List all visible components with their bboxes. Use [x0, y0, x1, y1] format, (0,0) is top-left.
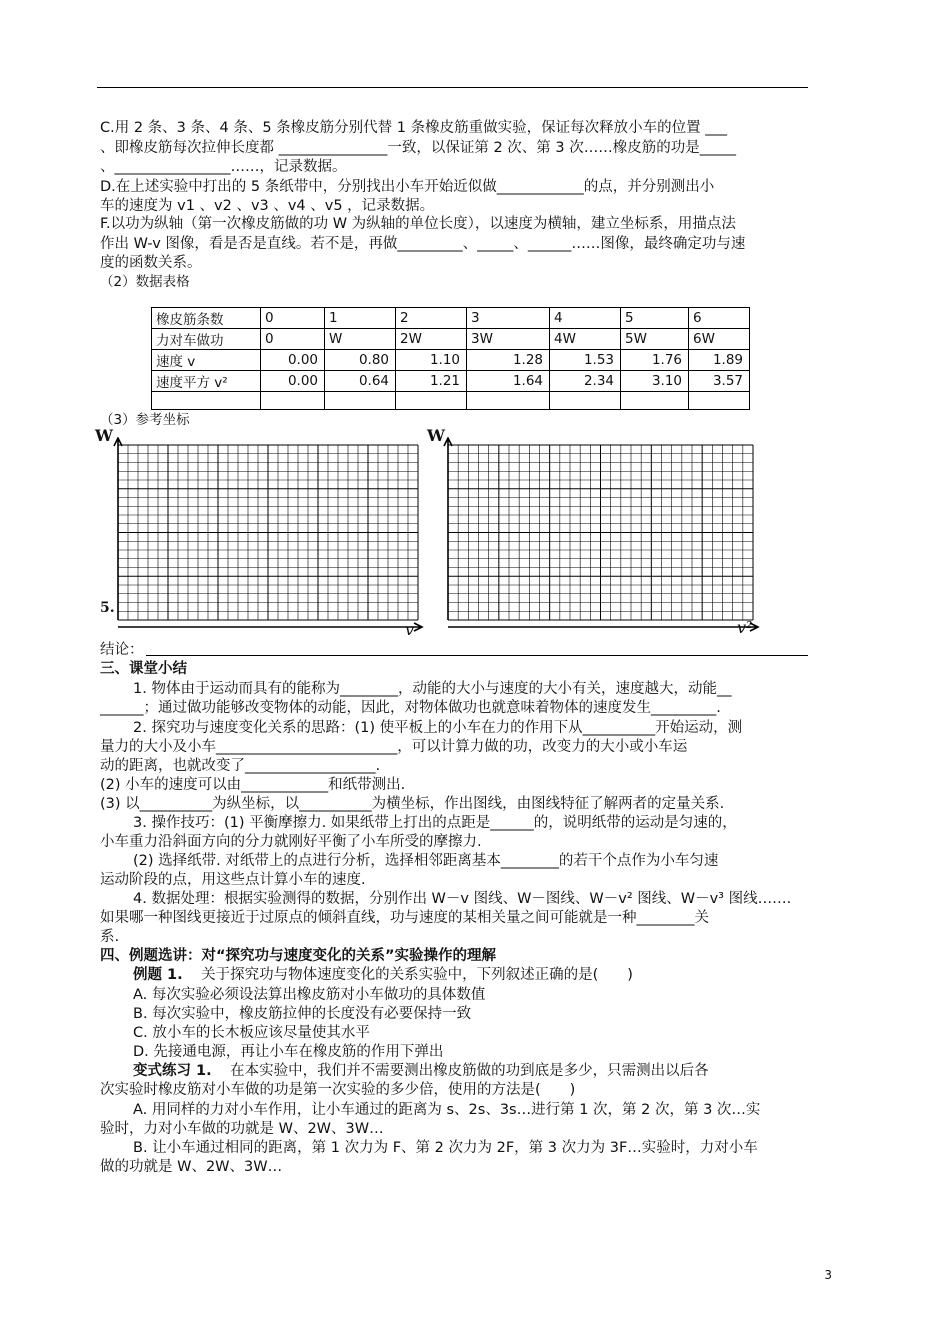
table-cell: 力对车做功: [152, 329, 261, 350]
variant1-option-b-line1: B. 让小车通过相同的距离，第 1 次力为 F、第 2 次力为 2F，第 3 次力为 3F…实验时，力对小车: [133, 1140, 758, 1156]
variant1-option-a-line1: A. 用同样的力对小车作用，让小车通过的距离为 s、2s、3s…进行第 1 次，第 2 次，第 3 次…实: [133, 1102, 761, 1118]
table-cell: 速度 v: [152, 350, 261, 371]
table-heading: （2）数据表格: [100, 274, 190, 290]
step-f-line1: F.以功为纵轴（第一次橡皮筋做的功 W 为纵轴的单位长度），以速度为横轴，建立坐标系，用描点法: [100, 216, 736, 232]
variant1-question-line1: [133, 1061, 843, 1081]
left-graph-x-label: v: [405, 620, 415, 639]
variant1-option-a-line2: 验时，力对小车做的功就是 W、2W、3W…: [100, 1121, 384, 1137]
table-cell: 4W: [550, 329, 621, 350]
table-cell: 3: [467, 308, 550, 329]
variant1-text1: 在本实验中，我们并不需要测出橡皮筋做的功到底是多少，只需测出以后各: [230, 1063, 709, 1079]
table-cell: 3.57: [689, 371, 750, 392]
table-cell: 1: [325, 308, 396, 329]
left-graph-grid: [110, 437, 430, 637]
table-cell: 0: [261, 329, 325, 350]
table-cell: [152, 392, 261, 410]
y-axis-arrow: [444, 438, 452, 620]
variant1-option-b-line2: 做的功就是 W、2W、3W…: [100, 1159, 283, 1175]
s3-item3-line3: (2) 选择纸带. 对纸带上的点进行分析，选择相邻距离基本________的若干个点作为小车匀速: [133, 853, 719, 869]
table-cell: 1.89: [689, 350, 750, 371]
table-cell: W: [325, 329, 396, 350]
table-cell: [550, 392, 621, 410]
s3-item2-line3: 动的距离，也就改变了__________________.: [100, 758, 381, 774]
s3-item2-line2: 量力的大小及小车_________________________，可以计算力做的功，改变力的大小或小车运: [100, 739, 688, 755]
conclusion-underline: [146, 655, 808, 656]
table-row: [152, 371, 750, 392]
table-cell: 6W: [689, 329, 750, 350]
table-cell: 1.21: [396, 371, 467, 392]
section3-title: 三、课堂小结: [100, 661, 187, 677]
table-row: [152, 392, 750, 410]
table-cell: 0: [261, 308, 325, 329]
example1-label: 例题 1.: [133, 967, 183, 983]
example1-question: [133, 965, 843, 985]
example1-option-c: C. 放小车的长木板应该尽量使其水平: [133, 1025, 370, 1041]
table-cell: [325, 392, 396, 410]
s3-item2-line4: (2) 小车的速度可以由____________和纸带测出.: [100, 777, 406, 793]
table-cell: 1.64: [467, 371, 550, 392]
table-cell: 1.53: [550, 350, 621, 371]
conclusion-label: 结论：: [100, 642, 144, 658]
table-cell: 3W: [467, 329, 550, 350]
s3-item2-line5: (3) 以__________为纵坐标，以__________为横坐标，作出图线，由图线特征了解两者的定量关系.: [100, 796, 725, 812]
s3-item3-line4: 运动阶段的点，用这些点计算小车的速度.: [100, 872, 366, 888]
table-cell: [261, 392, 325, 410]
table-cell: 1.10: [396, 350, 467, 371]
s3-item4-line3: 系.: [100, 929, 120, 945]
table-cell: 2.34: [550, 371, 621, 392]
right-graph-y-label: W: [427, 426, 445, 445]
s3-item1-line2: ______；通过做功能够改变物体的动能，因此，对物体做功也就意味着物体的速度发生_________.: [100, 700, 721, 716]
left-graph-side-text: 5.: [100, 600, 115, 616]
step-c-line3: 、________________……，记录数据。: [100, 159, 347, 175]
left-graph-y-label: W: [95, 426, 113, 445]
variant1-label: 变式练习 1.: [133, 1063, 212, 1079]
step-f-line3: 度的函数关系。: [100, 255, 202, 271]
table-cell: 5W: [621, 329, 689, 350]
s3-item4-line1: 4. 数据处理：根据实验测得的数据，分别作出 W－v 图线、W－图线、W－v² 图线、W－v³ 图线…….: [133, 891, 792, 907]
table-cell: 4: [550, 308, 621, 329]
table-row: [152, 350, 750, 371]
x-axis-arrow: [448, 623, 758, 631]
table-cell: 1.76: [621, 350, 689, 371]
table-cell: 速度平方 v²: [152, 371, 261, 392]
table-cell: 5: [621, 308, 689, 329]
s3-item3-line2: 小车重力沿斜面方向的分力就刚好平衡了小车所受的摩擦力.: [100, 834, 482, 850]
data-table: [151, 307, 750, 410]
section4-title: 四、例题选讲：对“探究功与速度变化的关系”实验操作的理解: [100, 948, 497, 964]
variant1-question-line2: 次实验时橡皮筋对小车做的功是第一次实验的多少倍，使用的方法是( ): [100, 1082, 576, 1098]
right-graph-x-label: v²: [737, 618, 753, 637]
s3-item3-line1: 3. 操作技巧：(1) 平衡摩擦力. 如果纸带上打出的点距是______的，说明纸带的运动是匀速的，: [133, 815, 737, 831]
table-cell: 1.28: [467, 350, 550, 371]
x-axis-arrow: [118, 623, 422, 631]
example1-option-a: A. 每次实验必须设法算出橡皮筋对小车做功的具体数值: [133, 987, 486, 1003]
step-d-line2: 车的速度为 v1 、v2 、v3 、v4 、v5 ，记录数据。: [100, 198, 435, 214]
s3-item2-line1: 2. 探究功与速度变化关系的思路：(1) 使平板上的小车在力的作用下从__________开始运动，测: [133, 720, 743, 736]
table-row: [152, 308, 750, 329]
table-cell: 6: [689, 308, 750, 329]
table-cell: [467, 392, 550, 410]
example1-option-b: B. 每次实验中，橡皮筋拉伸的长度没有必要保持一致: [133, 1006, 472, 1022]
table-cell: 0.80: [325, 350, 396, 371]
step-f-line2: 作出 W-v 图像，看是否是直线。若不是，再做_________、_____、______……图像，最终确定功与速: [100, 236, 746, 252]
table-cell: 2W: [396, 329, 467, 350]
right-graph-grid: [440, 437, 765, 637]
table-row: [152, 329, 750, 350]
table-cell: 0.00: [261, 371, 325, 392]
header-rule: [97, 87, 808, 88]
table-cell: [621, 392, 689, 410]
y-axis-arrow: [114, 438, 122, 620]
step-c-line1: C.用 2 条、3 条、4 条、5 条橡皮筋分别代替 1 条橡皮筋重做实验，保证每次释放小车的位置 ___: [100, 120, 727, 136]
step-c-line2: 、即橡皮筋每次拉伸长度都 _______________一致，以保证第 2 次、第 3 次……橡皮筋的功是_____: [100, 140, 736, 156]
example1-option-d: D. 先接通电源，再让小车在橡皮筋的作用下弹出: [133, 1044, 444, 1060]
step-d-line1: D.在上述实验中打出的 5 条纸带中，分别找出小车开始近似做____________的点，并分别测出小: [100, 179, 715, 195]
table-cell: [396, 392, 467, 410]
table-cell: 橡皮筋条数: [152, 308, 261, 329]
coord-heading: （3）参考坐标: [100, 412, 190, 428]
example1-text: 关于探究功与物体速度变化的关系实验中，下列叙述正确的是( ): [201, 967, 633, 983]
table-cell: 2: [396, 308, 467, 329]
table-cell: 0.64: [325, 371, 396, 392]
table-cell: 3.10: [621, 371, 689, 392]
table-cell: [689, 392, 750, 410]
s3-item4-line2: 如果哪一种图线更接近于过原点的倾斜直线，功与速度的某相关量之间可能就是一种________关: [100, 910, 709, 926]
table-cell: 0.00: [261, 350, 325, 371]
page-number: 3: [824, 1268, 832, 1282]
s3-item1-line1: 1. 物体由于运动而具有的能称为________，动能的大小与速度的大小有关，速度越大，动能__: [133, 681, 732, 697]
